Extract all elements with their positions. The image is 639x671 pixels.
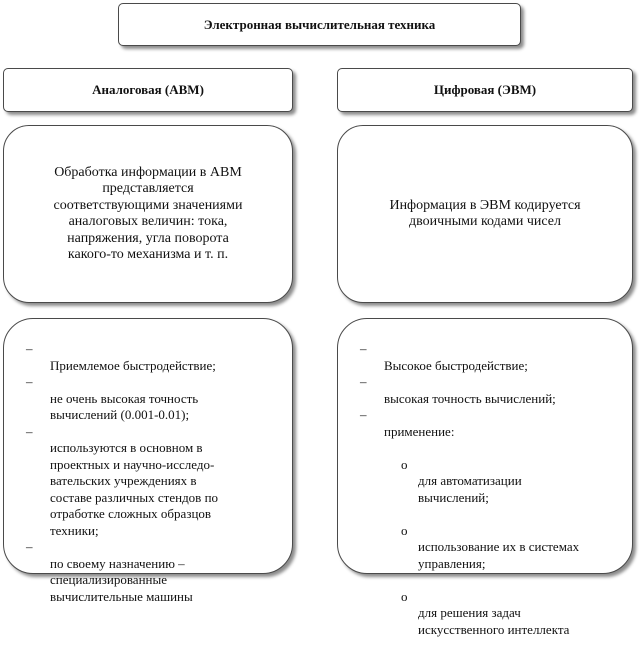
sub-list-item-text: для решения задач искусственного интеллекта [418,605,570,637]
list-item-text: применение: [384,423,455,439]
analog-description-box [3,125,293,303]
digital-list [338,341,579,671]
digital-description-text: Информация в ЭВМ кодируется двоичными кодами чисел [389,197,581,229]
list-item-text: по своему назначению – специализированные вычислительные машины [50,555,193,604]
analog-header-box [3,68,293,112]
title-box [118,3,521,46]
list-item [338,341,579,374]
dash-marker: – [26,374,33,389]
circle-bullet-marker: o [401,588,408,604]
digital-header-text: Цифровая (ЭВМ) [433,82,537,97]
sub-list-item [378,589,579,639]
digital-header-box [337,68,633,112]
list-item-text: не очень высокая точность вычислений (0.001-0.01); [50,390,199,422]
list-item-text: Высокое быстродействие; [384,357,528,373]
dash-marker: – [360,407,367,422]
list-item [338,407,579,671]
digital-description-box [337,125,633,303]
list-item-text: Приемлемое быстродействие; [50,357,216,373]
sub-list-item-text: для автоматизации вычислений; [418,473,522,505]
sub-list-item [378,457,579,507]
sub-list [378,440,579,655]
digital-list-box [337,318,633,637]
sub-list-item-text: использование их в системах управления; [418,539,580,571]
list-item [4,374,218,424]
dash-marker: – [26,423,33,439]
list-item [4,539,218,605]
analog-list [4,341,218,605]
circle-bullet-marker: o [401,522,408,538]
list-item [4,424,218,540]
analog-list-box [3,318,293,604]
sub-list-item [378,523,579,573]
dash-marker: – [26,539,33,554]
list-item [4,341,218,374]
circle-bullet-marker: o [401,456,408,472]
list-item-text: используются в основном в проектных и научно-исследо- вательских учреждениях в составе различных стендов по отработке сложных образцов техники; [50,440,219,538]
list-item-text: высокая точность вычислений; [384,390,556,406]
dash-marker: – [26,341,33,356]
analog-header-text: Аналоговая (АВМ) [92,82,204,97]
analog-description-text: Обработка информации в АВМ представляется соответствующими значениями аналоговых величин: тока, напряжения, угла поворота какого-то механизма и т. п. [53,164,243,262]
dash-marker: – [360,341,367,356]
dash-marker: – [360,374,367,389]
list-item [338,374,579,407]
title-text: Электронная вычислительная техника [203,16,436,32]
